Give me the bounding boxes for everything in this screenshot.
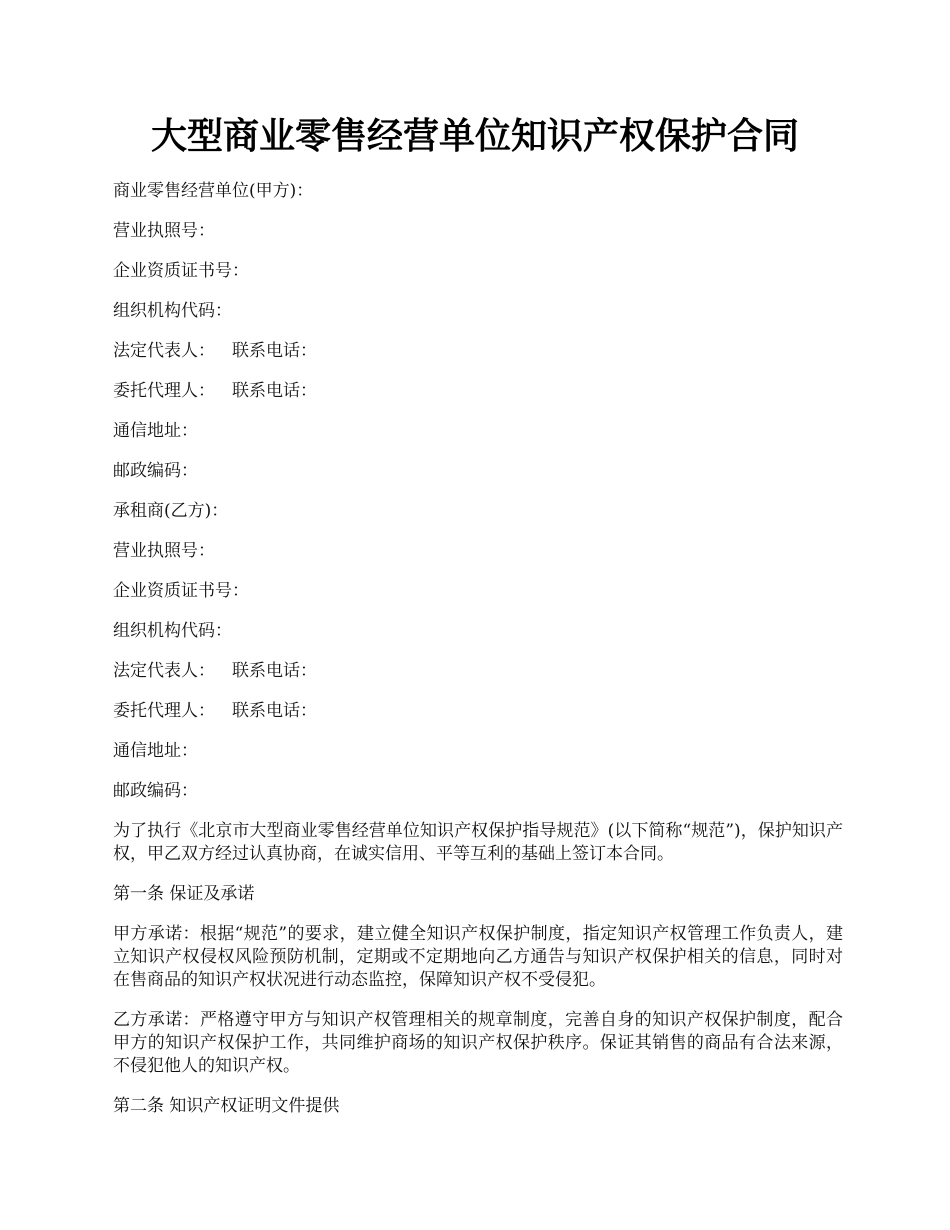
article-2-heading: 第二条 知识产权证明文件提供 [113,1096,340,1116]
party-b-label: 承租商(乙方)： [113,501,229,521]
party-b-promise-paragraph: 乙方承诺：严格遵守甲方与知识产权管理相关的规章制度，完善自身的知识产权保护制度，配合甲方的知识产权保护工作，共同维护商场的知识产权保护秩序。保证其销售的商品有合法来源，不侵犯他人的知识产权。 [113,1010,843,1076]
party-a-legal-rep: 法定代表人： [113,341,215,361]
party-b-address: 通信地址： [113,741,198,761]
party-b-agent-row [113,700,843,723]
party-b-agent: 委托代理人： [113,701,215,721]
article-1-heading: 第一条 保证及承诺 [113,884,255,904]
document-body [113,180,843,1135]
party-b-legal-rep-phone: 联系电话： [232,661,317,681]
party-a-legal-rep-phone: 联系电话： [232,341,317,361]
party-a-qualification-cert: 企业资质证书号： [113,261,249,281]
party-b-business-license: 营业执照号： [113,541,215,561]
party-a-agent: 委托代理人： [113,381,215,401]
party-a-label: 商业零售经营单位(甲方)： [113,181,314,201]
preamble-paragraph: 为了执行《北京市大型商业零售经营单位知识产权保护指导规范》(以下简称“规范”)，保护知识产权，甲乙双方经过认真协商，在诚实信用、平等互利的基础上签订本合同。 [113,821,843,864]
party-b-legal-rep: 法定代表人： [113,661,215,681]
party-a-postcode: 邮政编码： [113,461,198,481]
party-b-org-code: 组织机构代码： [113,621,232,641]
party-a-address: 通信地址： [113,421,198,441]
party-a-promise-paragraph: 甲方承诺：根据“规范”的要求，建立健全知识产权保护制度，指定知识产权管理工作负责人，建立知识产权侵权风险预防机制，定期或不定期地向乙方通告与知识产权保护相关的信息，同时对在售商品的知识产权状况进行动态监控，保障知识产权不受侵犯。 [113,924,843,990]
party-a-agent-phone: 联系电话： [232,381,317,401]
party-a-org-code: 组织机构代码： [113,301,232,321]
party-b-postcode: 邮政编码： [113,781,198,801]
document-title: 大型商业零售经营单位知识产权保护合同 [150,115,799,157]
party-b-legal-rep-row [113,660,843,683]
party-a-agent-row [113,380,843,403]
party-a-business-license: 营业执照号： [113,221,215,241]
party-a-legal-rep-row [113,340,843,363]
party-b-qualification-cert: 企业资质证书号： [113,581,249,601]
party-b-agent-phone: 联系电话： [232,701,317,721]
